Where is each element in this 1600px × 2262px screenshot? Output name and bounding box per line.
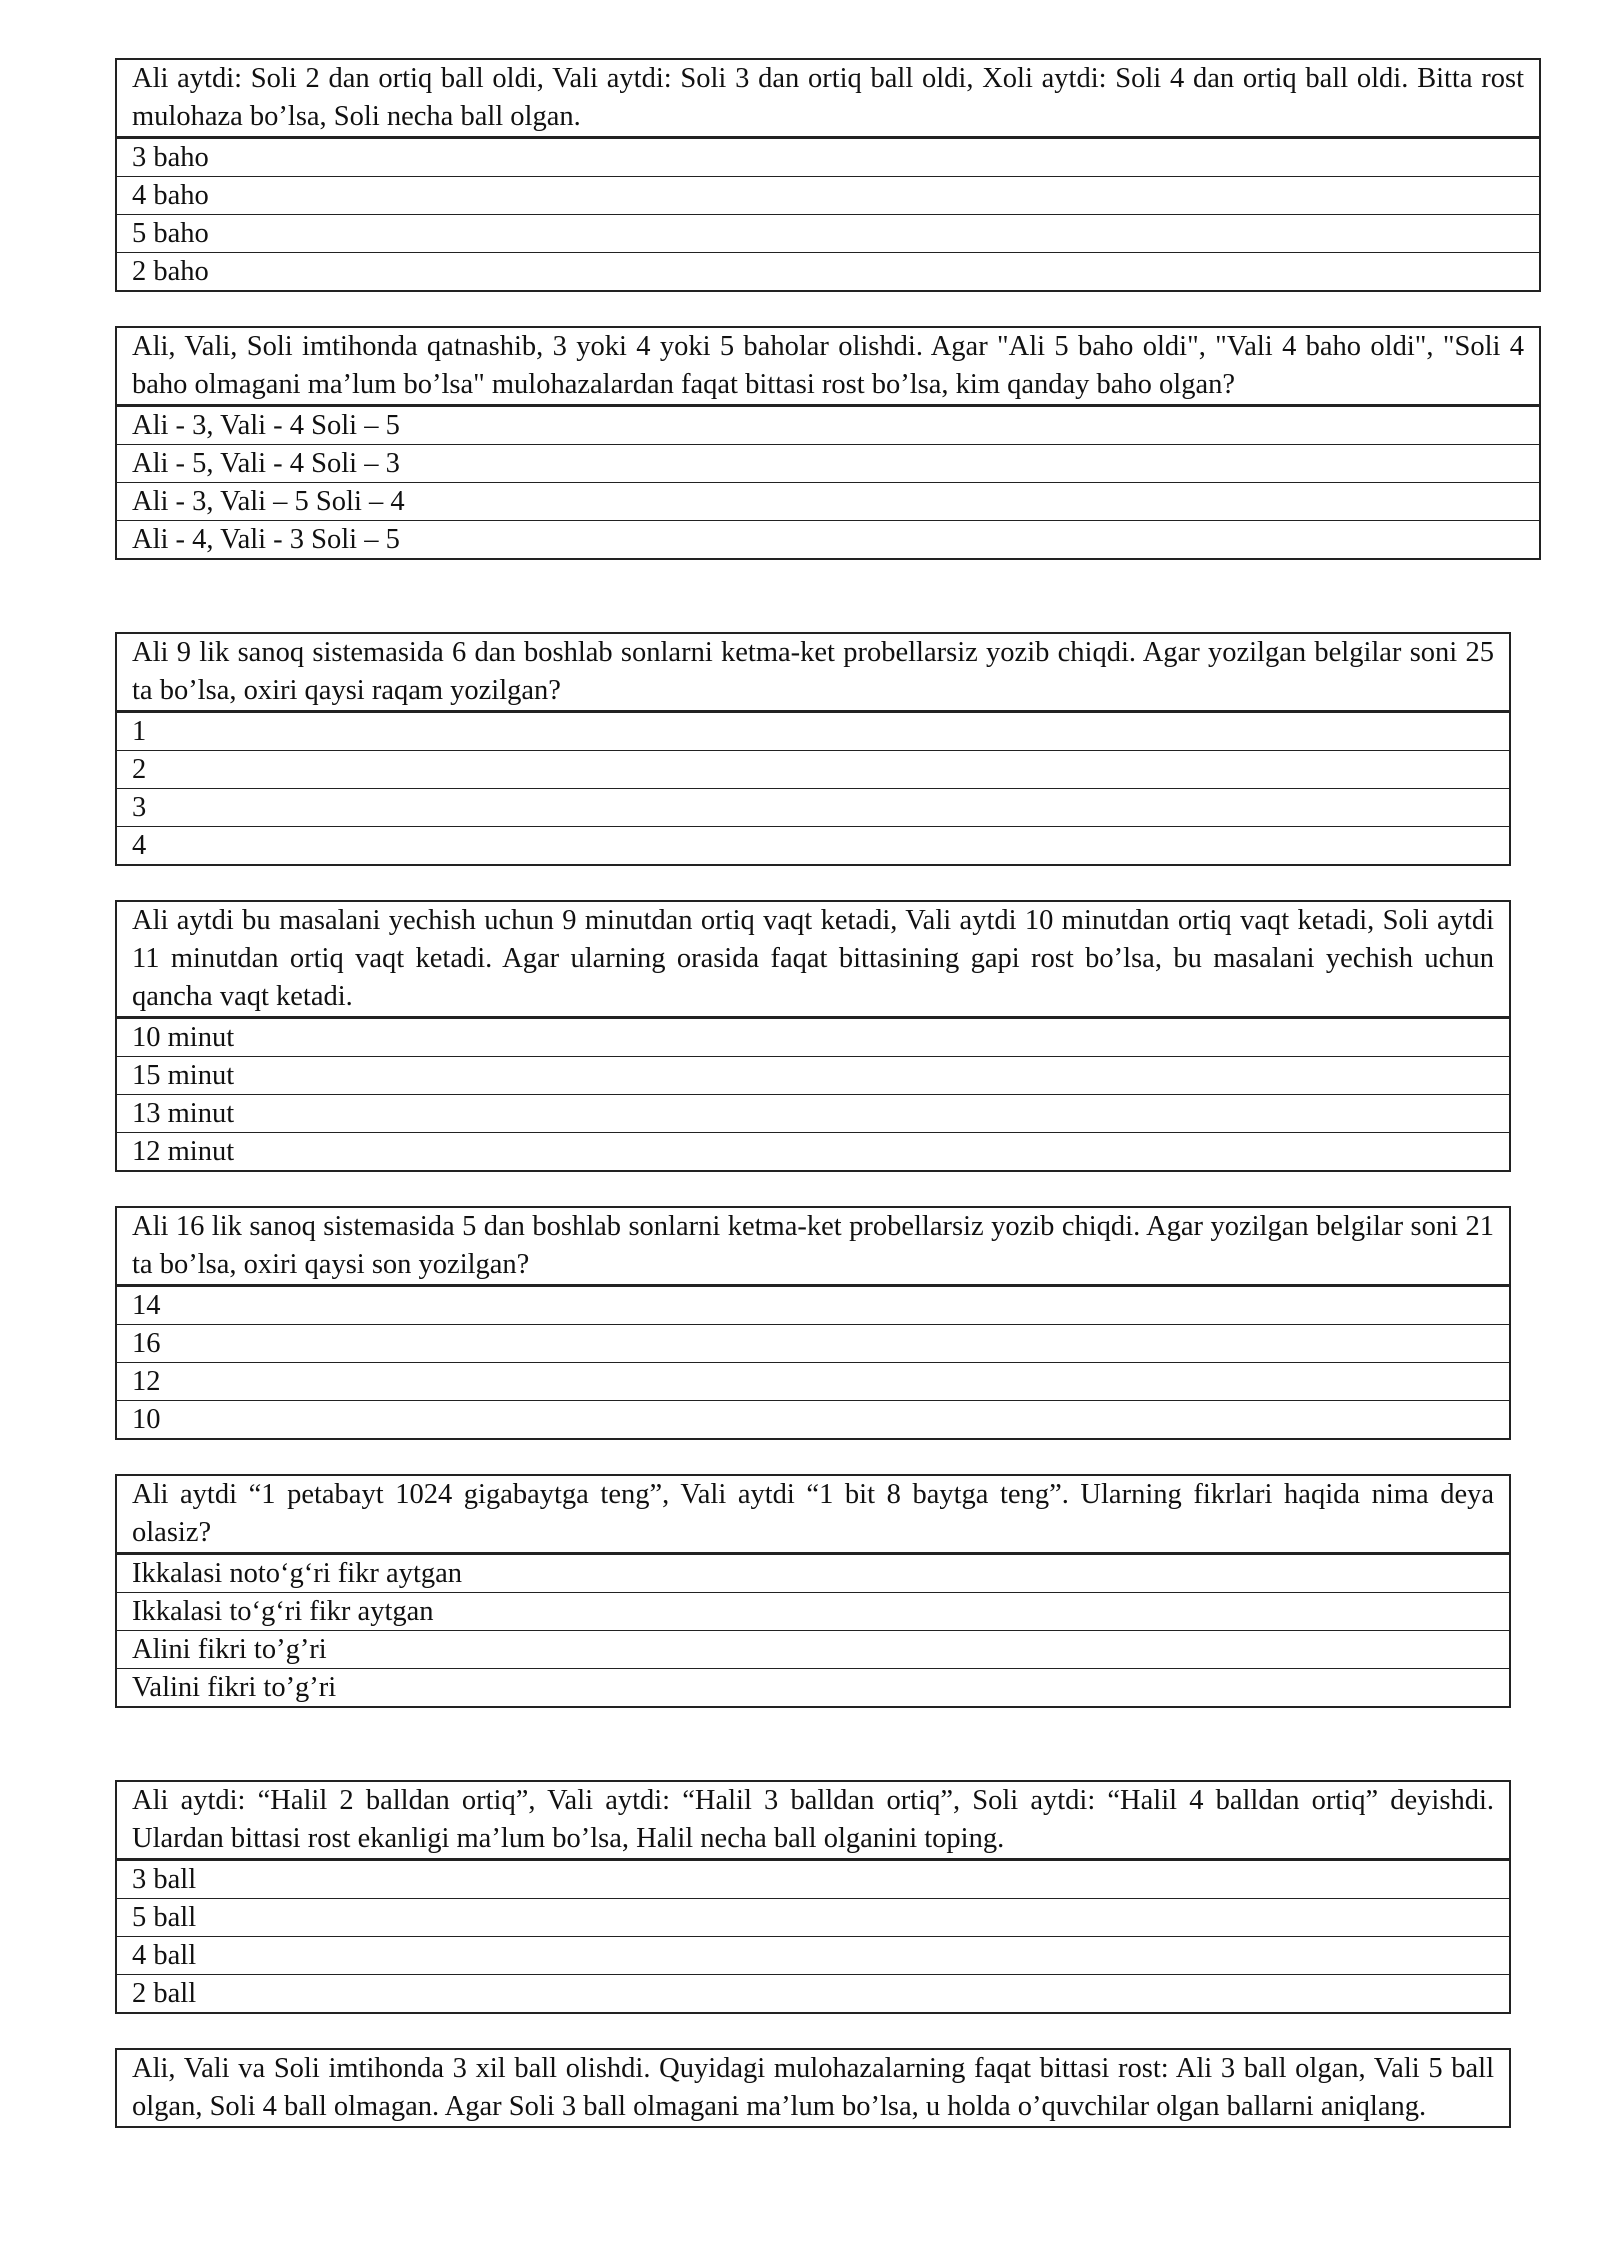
question-text: Ali, Vali, Soli imtihonda qatnashib, 3 yoki 4 yoki 5 baholar olishdi. Agar "Ali 5 baho oldi", "Vali 4 baho oldi", "Soli 4 baho olmagani ma’lum bo’lsa" mulohazalardan faqat bittasi rost bo’lsa, kim qanday baho olgan? [117,328,1539,406]
answer-option: 10 [117,1400,1509,1438]
answer-option: 4 baho [117,176,1539,214]
answer-option: 5 baho [117,214,1539,252]
question-block-7 [115,1780,1511,2014]
answer-option: 16 [117,1324,1509,1362]
question-text: Ali, Vali va Soli imtihonda 3 xil ball olishdi. Quyidagi mulohazalarning faqat bittasi rost: Ali 3 ball olgan, Vali 5 ball olgan, Soli 4 ball olmagan. Agar Soli 3 ball olmagani ma’lum bo’lsa, u holda o’quvchilar olgan ballarni aniqlang. [132,2053,1494,2122]
question-text: Ali aytdi: “Halil 2 balldan ortiq”, Vali aytdi: “Halil 3 balldan ortiq”, Soli aytdi: “Halil 4 balldan ortiq” deyishdi. Ulardan bittasi rost ekanligi ma’lum bo’lsa, Halil necha ball olganini toping. [117,1782,1509,1860]
question-block-2 [115,326,1541,560]
answer-option: 13 minut [117,1094,1509,1132]
answer-option: 1 [117,712,1509,750]
answer-option: 2 baho [117,252,1539,290]
answer-option: Ali - 3, Vali - 4 Soli – 5 [117,406,1539,444]
question-block-1 [115,58,1541,292]
question-block-3 [115,632,1511,866]
answer-option: 2 [117,750,1509,788]
answer-option: 14 [117,1286,1509,1324]
answer-option: 10 minut [117,1018,1509,1056]
answer-option: Alini fikri to’g’ri [117,1630,1509,1668]
answer-option: 3 baho [117,138,1539,176]
answer-option: 4 [117,826,1509,864]
question-block-8 [115,2048,1511,2128]
answer-option: 3 ball [117,1860,1509,1898]
answer-option: 5 ball [117,1898,1509,1936]
question-text: Ali aytdi bu masalani yechish uchun 9 minutdan ortiq vaqt ketadi, Vali aytdi 10 minutdan ortiq vaqt ketadi, Soli aytdi 11 minutdan ortiq vaqt ketadi. Agar ularning orasida faqat bittasining gapi rost bo’lsa, bu masalani yechish uchun qancha vaqt ketadi. [117,902,1509,1018]
question-text: Ali aytdi: Soli 2 dan ortiq ball oldi, Vali aytdi: Soli 3 dan ortiq ball oldi, Xoli aytdi: Soli 4 dan ortiq ball oldi. Bitta rost mulohaza bo’lsa, Soli necha ball olgan. [117,60,1539,138]
answer-option: Ikkalasi noto‘g‘ri fikr aytgan [117,1554,1509,1592]
answer-option: 4 ball [117,1936,1509,1974]
answer-option: Ali - 3, Vali – 5 Soli – 4 [117,482,1539,520]
question-text: Ali 16 lik sanoq sistemasida 5 dan boshlab sonlarni ketma-ket probellarsiz yozib chiqdi. Agar yozilgan belgilar soni 21 ta bo’lsa, oxiri qaysi son yozilgan? [117,1208,1509,1286]
answer-option: 12 minut [117,1132,1509,1170]
answer-option: 15 minut [117,1056,1509,1094]
question-text: Ali 9 lik sanoq sistemasida 6 dan boshlab sonlarni ketma-ket probellarsiz yozib chiqdi. Agar yozilgan belgilar soni 25 ta bo’lsa, oxiri qaysi raqam yozilgan? [117,634,1509,712]
question-text: Ali aytdi “1 petabayt 1024 gigabaytga teng”, Vali aytdi “1 bit 8 baytga teng”. Ularning fikrlari haqida nima deya olasiz? [117,1476,1509,1554]
question-block-4 [115,900,1511,1172]
answer-option: Ali - 5, Vali - 4 Soli – 3 [117,444,1539,482]
answer-option: 12 [117,1362,1509,1400]
answer-option: Ali - 4, Vali - 3 Soli – 5 [117,520,1539,558]
answer-option: Valini fikri to’g’ri [117,1668,1509,1706]
question-block-6 [115,1474,1511,1708]
question-block-5 [115,1206,1511,1440]
answer-option: 2 ball [117,1974,1509,2012]
answer-option: 3 [117,788,1509,826]
answer-option: Ikkalasi to‘g‘ri fikr aytgan [117,1592,1509,1630]
